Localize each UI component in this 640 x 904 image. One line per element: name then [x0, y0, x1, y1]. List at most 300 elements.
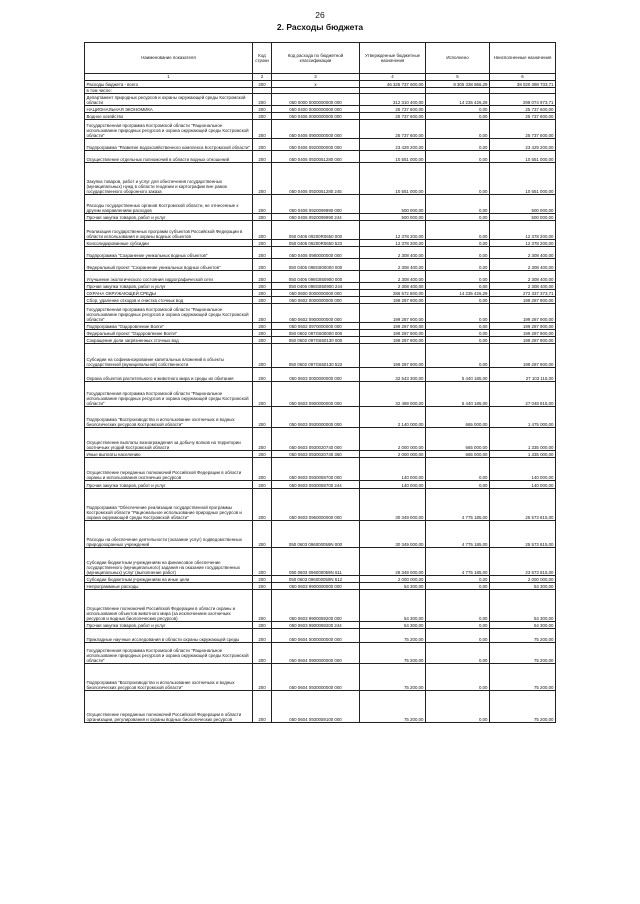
row-approved-amount: 25 737 600,00 — [360, 106, 426, 113]
table-body — [85, 81, 556, 723]
row-classification-code: 050 0406 09200R0650 000 — [272, 221, 360, 240]
table-row — [85, 283, 556, 290]
row-classification-code: 050 0603 0930020740 360 — [272, 451, 360, 458]
row-line-code: 200 — [253, 283, 272, 290]
row-line-code: 200 — [253, 214, 272, 221]
row-approved-amount: 30 349 000,00 — [360, 521, 426, 548]
row-approved-amount: 46 325 737 600,00 — [360, 81, 426, 88]
row-remaining-amount: 199 287 900,00 — [490, 344, 556, 368]
row-name: Осуществление выплаты вознаграждения за добычу волков на территории охотничьих угодий Костромской области — [85, 428, 253, 451]
row-approved-amount: 32 543 300,00 — [360, 368, 426, 382]
row-remaining-amount: 54 300,00 — [490, 622, 556, 629]
row-remaining-amount: 2 308 400,00 — [490, 271, 556, 283]
table-row — [85, 304, 556, 323]
row-remaining-amount: 25 573 815,00 — [490, 521, 556, 548]
table-row — [85, 407, 556, 428]
row-line-code: 200 — [253, 106, 272, 113]
row-line-code: 200 — [253, 240, 272, 247]
row-executed-amount: 0,00 — [426, 151, 490, 163]
table-row — [85, 297, 556, 304]
column-number-row — [85, 74, 556, 81]
row-line-code: 200 — [253, 664, 272, 691]
table-row — [85, 290, 556, 297]
row-executed-amount: 0,00 — [426, 113, 490, 120]
row-name: Сокращение доли загрязненных сточных вод — [85, 337, 253, 344]
row-classification-code: 050 0603 096000059N 000 — [272, 521, 360, 548]
row-line-code: 200 — [253, 163, 272, 195]
row-executed-amount: 0,00 — [426, 590, 490, 622]
row-remaining-amount: 25 573 815,00 — [490, 489, 556, 521]
row-line-code: 200 — [253, 407, 272, 428]
row-approved-amount: 75 200,00 — [360, 643, 426, 664]
row-name: Подпрограмма "Воспроизводство и использование охотничьих и водных биологических ресурсов Костромской области" — [85, 407, 253, 428]
row-name: Закупка товаров, работ и услуг для обеспечения государственных (муниципальных) нужд в области геодезии и картографии вне рамок государственного оборонного заказа — [85, 163, 253, 195]
row-executed-amount: 0,00 — [426, 139, 490, 151]
row-line-code: 200 — [253, 304, 272, 323]
row-name: Сбор, удаление отходов и очистка сточных вод — [85, 297, 253, 304]
row-line-code: 200 — [253, 297, 272, 304]
expenses-table — [84, 42, 556, 723]
row-approved-amount: 12 378 200,00 — [360, 240, 426, 247]
row-name: Прочая закупка товаров, работ и услуг — [85, 214, 253, 221]
row-approved-amount: 286 572 800,00 — [360, 290, 426, 297]
table-row — [85, 240, 556, 247]
row-approved-amount: 12 378 200,00 — [360, 221, 426, 240]
row-name: Субсидии бюджетным учреждениям на финансовое обеспечение государственного (муниципального) задания на оказание государственных (муниципальных) услуг (выполнение работ) — [85, 548, 253, 576]
header-line-code: Код строки — [253, 43, 272, 74]
row-remaining-amount: 298 074 973,71 — [490, 94, 556, 106]
row-executed-amount: 4 775 185,00 — [426, 489, 490, 521]
table-row — [85, 548, 556, 576]
row-executed-amount: 0,00 — [426, 330, 490, 337]
row-executed-amount: 0,00 — [426, 297, 490, 304]
row-name: Водное хозяйство — [85, 113, 253, 120]
row-approved-amount: 2 308 400,00 — [360, 259, 426, 271]
row-line-code: 200 — [253, 94, 272, 106]
row-line-code: 200 — [253, 344, 272, 368]
row-remaining-amount: 54 300,00 — [490, 583, 556, 590]
row-line-code: 200 — [253, 629, 272, 643]
row-executed-amount: 14 235 426,29 — [426, 290, 490, 297]
table-row — [85, 113, 556, 120]
row-line-code: 200 — [253, 221, 272, 240]
table-row — [85, 106, 556, 113]
row-executed-amount: 0,00 — [426, 337, 490, 344]
row-name: Консолидированные субсидии — [85, 240, 253, 247]
table-row — [85, 337, 556, 344]
row-name: Иные выплаты населению — [85, 451, 253, 458]
row-line-code: 200 — [253, 368, 272, 382]
row-name: Прикладные научные исследования в области охраны окружающей среды — [85, 629, 253, 643]
row-line-code: 200 — [253, 382, 272, 407]
row-classification-code: 050 0603 0930059700 000 — [272, 458, 360, 481]
row-approved-amount: 2 000 000,00 — [360, 428, 426, 451]
row-executed-amount: 0,00 — [426, 458, 490, 481]
row-line-code: 200 — [253, 195, 272, 214]
table-row — [85, 428, 556, 451]
row-remaining-amount: 27 103 115,00 — [490, 368, 556, 382]
row-remaining-amount: 140 000,00 — [490, 458, 556, 481]
table-header-row — [85, 43, 556, 74]
row-name: ОХРАНА ОКРУЖАЮЩЕЙ СРЕДЫ — [85, 290, 253, 297]
row-remaining-amount: 75 200,00 — [490, 691, 556, 723]
row-executed-amount: 0,00 — [426, 283, 490, 290]
row-classification-code: 050 0602 0970000000 000 — [272, 323, 360, 330]
row-remaining-amount: 199 287 900,00 — [490, 337, 556, 344]
table-row — [85, 481, 556, 489]
row-remaining-amount: 199 287 900,00 — [490, 297, 556, 304]
row-executed-amount: 0,00 — [426, 344, 490, 368]
row-remaining-amount: 2 308 400,00 — [490, 283, 556, 290]
row-name: НАЦИОНАЛЬНАЯ ЭКОНОМИКА — [85, 106, 253, 113]
row-classification-code: 050 0406 0980000000 000 — [272, 247, 360, 259]
row-remaining-amount: 2 000 000,00 — [490, 576, 556, 583]
row-name: Департамент природных ресурсов и охраны окружающей среды Костромской области — [85, 94, 253, 106]
row-remaining-amount: 25 737 600,00 — [490, 120, 556, 139]
row-remaining-amount: 75 200,00 — [490, 629, 556, 643]
row-line-code: 200 — [253, 247, 272, 259]
column-number: 1 — [85, 74, 253, 81]
row-approved-amount: 199 287 900,00 — [360, 330, 426, 337]
row-name: Подпрограмма "Оздоровление Волги" — [85, 323, 253, 330]
row-line-code: 200 — [253, 330, 272, 337]
table-row — [85, 344, 556, 368]
row-classification-code: 050 0406 098G850900 244 — [272, 283, 360, 290]
row-remaining-amount: 12 378 200,00 — [490, 221, 556, 240]
row-executed-amount: 4 775 185,00 — [426, 548, 490, 576]
row-remaining-amount: 2 308 400,00 — [490, 259, 556, 271]
row-approved-amount: 500 000,00 — [360, 195, 426, 214]
row-remaining-amount: 199 287 900,00 — [490, 323, 556, 330]
table-row — [85, 451, 556, 458]
row-approved-amount: 54 300,00 — [360, 590, 426, 622]
row-executed-amount: 0,00 — [426, 163, 490, 195]
row-executed-amount: 0,00 — [426, 643, 490, 664]
row-remaining-amount: 10 551 000,00 — [490, 151, 556, 163]
row-classification-code: 050 0406 098G800000 000 — [272, 259, 360, 271]
table-row — [85, 382, 556, 407]
header-remaining: Неисполненные назначения — [490, 43, 556, 74]
row-classification-code: 050 0603 0900000000 000 — [272, 382, 360, 407]
row-remaining-amount: 2 308 400,00 — [490, 247, 556, 259]
row-approved-amount: 25 737 600,00 — [360, 113, 426, 120]
row-remaining-amount: 75 200,00 — [490, 664, 556, 691]
row-name: Федеральный проект "Сохранение уникальных водных объектов" — [85, 259, 253, 271]
table-row — [85, 583, 556, 590]
row-approved-amount: 10 551 000,00 — [360, 151, 426, 163]
row-approved-amount: 2 000 000,00 — [360, 576, 426, 583]
row-approved-amount: 199 287 900,00 — [360, 304, 426, 323]
row-name: Расходы государственных органов Костромской области, не отнесенные к другим направлениям расходов — [85, 195, 253, 214]
row-classification-code: 050 0603 9900059200 000 — [272, 590, 360, 622]
row-classification-code: 050 0603 096000059N 612 — [272, 576, 360, 583]
row-line-code: 200 — [253, 120, 272, 139]
row-line-code: 200 — [253, 428, 272, 451]
row-line-code: 200 — [253, 151, 272, 163]
row-classification-code: 050 0602 097G600000 000 — [272, 330, 360, 337]
row-executed-amount: 4 775 185,00 — [426, 521, 490, 548]
row-classification-code: 050 0602 0900000000 000 — [272, 304, 360, 323]
row-classification-code: 050 0603 9900059200 244 — [272, 622, 360, 629]
column-number: 4 — [360, 74, 426, 81]
row-classification-code: x — [272, 81, 360, 88]
table-row — [85, 81, 556, 88]
table-row — [85, 622, 556, 629]
row-executed-amount: 8 305 338 866,29 — [426, 81, 490, 88]
table-row — [85, 271, 556, 283]
row-approved-amount: 199 287 900,00 — [360, 344, 426, 368]
table-row — [85, 368, 556, 382]
row-line-code: 200 — [253, 139, 272, 151]
row-executed-amount: 0,00 — [426, 195, 490, 214]
section-title: 2. Расходы бюджета — [276, 22, 364, 32]
row-approved-amount: 2 308 400,00 — [360, 247, 426, 259]
row-approved-amount: 199 287 900,00 — [360, 297, 426, 304]
row-name: Государственная программа Костромской области "Рациональное использование природных ресурсов и охрана окружающей среды Костромской области" — [85, 382, 253, 407]
row-line-code: 200 — [253, 622, 272, 629]
row-name: Подпрограмма "Воспроизводство и использование охотничьих и водных биологических ресурсов Костромской области" — [85, 664, 253, 691]
row-classification-code: 050 0406 0920099990 244 — [272, 214, 360, 221]
row-line-code: 200 — [253, 489, 272, 521]
header-classification-code: Код расхода по бюджетной классификации — [272, 43, 360, 74]
row-name: Подпрограмма "Обеспечение реализации государственной программы Костромской области "Рациональное использование природных ресурсов и охрана окружающей среды Костромской области" — [85, 489, 253, 521]
row-name: Субсидии бюджетным учреждениям на иные цели — [85, 576, 253, 583]
row-executed-amount: 665 000,00 — [426, 451, 490, 458]
row-remaining-amount: 140 000,00 — [490, 481, 556, 489]
row-classification-code: 050 0406 0900000000 000 — [272, 120, 360, 139]
table-row — [85, 221, 556, 240]
row-classification-code: 050 0406 0920000000 000 — [272, 139, 360, 151]
row-name: Осуществление переданных полномочий Российской Федерации в области организации, регулирования и охраны водных биологических ресурсов — [85, 691, 253, 723]
row-approved-amount: 54 300,00 — [360, 622, 426, 629]
table-row — [85, 163, 556, 195]
row-line-code: 200 — [253, 113, 272, 120]
row-executed-amount: 0,00 — [426, 323, 490, 330]
row-remaining-amount: 1 335 000,00 — [490, 451, 556, 458]
table-row — [85, 120, 556, 139]
row-name: Непрограммные расходы — [85, 583, 253, 590]
row-approved-amount: 54 300,00 — [360, 583, 426, 590]
row-classification-code: 050 0603 0930059700 244 — [272, 481, 360, 489]
table-row — [85, 323, 556, 330]
row-classification-code: 050 0603 0960000000 000 — [272, 489, 360, 521]
row-executed-amount: 0,00 — [426, 106, 490, 113]
row-name: в том числе: — [85, 88, 253, 94]
row-approved-amount: 28 349 000,00 — [360, 548, 426, 576]
row-executed-amount: 665 000,00 — [426, 407, 490, 428]
row-name: Прочая закупка товаров, работ и услуг — [85, 283, 253, 290]
row-line-code: 200 — [253, 576, 272, 583]
row-classification-code: 050 0000 0000000000 000 — [272, 94, 360, 106]
row-classification-code: 050 0406 0920051280 000 — [272, 151, 360, 163]
row-classification-code: 050 0600 0000000000 000 — [272, 290, 360, 297]
row-executed-amount: 0,00 — [426, 221, 490, 240]
row-name: Прочая закупка товаров, работ и услуг — [85, 481, 253, 489]
row-approved-amount: 75 200,00 — [360, 629, 426, 643]
row-approved-amount: 312 310 400,00 — [360, 94, 426, 106]
row-name: Реализация государственных программ субъектов Российской Федерации в области использования и охраны водных объектов — [85, 221, 253, 240]
row-approved-amount: 2 308 400,00 — [360, 271, 426, 283]
row-classification-code: 050 0406 09200R0650 523 — [272, 240, 360, 247]
row-executed-amount: 0,00 — [426, 664, 490, 691]
row-name: Субсидии на софинансирование капитальных вложений в объекты государственной (муниципальной) собственности — [85, 344, 253, 368]
table-row — [85, 664, 556, 691]
row-approved-amount: 140 000,00 — [360, 481, 426, 489]
table-row — [85, 195, 556, 214]
row-line-code: 200 — [253, 521, 272, 548]
row-name: Осуществление переданных полномочий Российской Федерации в области охраны и использования охотничьих ресурсов — [85, 458, 253, 481]
row-name: Охрана объектов растительного и животного мира и среды их обитания — [85, 368, 253, 382]
table-row — [85, 458, 556, 481]
row-line-code: 200 — [253, 271, 272, 283]
row-line-code: 200 — [253, 548, 272, 576]
row-line-code: 200 — [253, 590, 272, 622]
table-row — [85, 691, 556, 723]
row-approved-amount: 10 551 000,00 — [360, 163, 426, 195]
row-executed-amount: 0,00 — [426, 247, 490, 259]
row-classification-code: 050 0604 0930000000 000 — [272, 664, 360, 691]
row-executed-amount: 5 440 185,00 — [426, 368, 490, 382]
row-name: Прочая закупка товаров, работ и услуг — [85, 622, 253, 629]
row-remaining-amount: 12 378 200,00 — [490, 240, 556, 247]
row-executed-amount: 0,00 — [426, 240, 490, 247]
column-number: 6 — [490, 74, 556, 81]
table-row — [85, 247, 556, 259]
table-row — [85, 590, 556, 622]
row-name: Подпрограмма "Развитие водохозяйственного комплекса Костромской области" — [85, 139, 253, 151]
row-classification-code: 050 0602 097G650130 522 — [272, 344, 360, 368]
row-executed-amount: 0,00 — [426, 214, 490, 221]
row-remaining-amount: 23 573 815,00 — [490, 548, 556, 576]
row-remaining-amount: 500 000,00 — [490, 195, 556, 214]
header-approved: Утвержденные бюджетные назначения — [360, 43, 426, 74]
table-row — [85, 259, 556, 271]
row-executed-amount: 0,00 — [426, 120, 490, 139]
row-approved-amount: 75 200,00 — [360, 664, 426, 691]
table-row — [85, 214, 556, 221]
row-name: Осуществление полномочий Российской Федерации в области охраны и использования объектов животного мира (за исключением охотничьих ресурсов и водных биологических ресурсов) — [85, 590, 253, 622]
row-remaining-amount: 38 020 398 733,71 — [490, 81, 556, 88]
row-name: Государственная программа Костромской области "Рациональное использование природных ресурсов и охрана окружающей среды Костромской области" — [85, 304, 253, 323]
row-executed-amount: 0,00 — [426, 583, 490, 590]
row-classification-code: 050 0604 0000000000 000 — [272, 629, 360, 643]
row-name: Расходы бюджета - всего — [85, 81, 253, 88]
page-number: 26 — [315, 10, 325, 20]
row-approved-amount: 25 737 600,00 — [360, 120, 426, 139]
column-number: 2 — [253, 74, 272, 81]
table-row — [85, 576, 556, 583]
row-approved-amount: 23 429 200,00 — [360, 139, 426, 151]
row-classification-code: 050 0603 0000000000 000 — [272, 368, 360, 382]
row-name: Государственная программа Костромской области "Рациональное использование природных ресурсов и охрана окружающей среды Костромской области" — [85, 120, 253, 139]
row-name: Подпрограмма "Сохранение уникальных водных объектов" — [85, 247, 253, 259]
row-approved-amount: 199 287 900,00 — [360, 337, 426, 344]
row-remaining-amount: 25 737 600,00 — [490, 113, 556, 120]
row-line-code: 200 — [253, 81, 272, 88]
table-row — [85, 139, 556, 151]
row-remaining-amount: 25 737 600,00 — [490, 106, 556, 113]
row-classification-code: 050 0604 0900000000 000 — [272, 643, 360, 664]
row-line-code: 200 — [253, 691, 272, 723]
row-approved-amount: 2 308 400,00 — [360, 283, 426, 290]
row-line-code: 200 — [253, 337, 272, 344]
row-approved-amount: 2 140 000,00 — [360, 407, 426, 428]
row-classification-code: 050 0406 0920051280 245 — [272, 163, 360, 195]
row-classification-code: 050 0602 0000000000 000 — [272, 297, 360, 304]
row-line-code: 200 — [253, 451, 272, 458]
row-approved-amount: 2 000 000,00 — [360, 451, 426, 458]
row-approved-amount: 75 200,00 — [360, 691, 426, 723]
row-classification-code: 050 0406 098G850900 000 — [272, 271, 360, 283]
table-row — [85, 521, 556, 548]
row-name: Государственная программа Костромской области "Рациональное использование природных ресурсов и охрана окружающей среды Костромской области" — [85, 643, 253, 664]
row-executed-amount: 0,00 — [426, 259, 490, 271]
row-classification-code: 050 0406 0920099990 000 — [272, 195, 360, 214]
row-executed-amount: 0,00 — [426, 481, 490, 489]
row-classification-code: 050 0602 097G650130 000 — [272, 337, 360, 344]
row-classification-code: 050 0406 0000000000 000 — [272, 113, 360, 120]
column-number: 5 — [426, 74, 490, 81]
row-remaining-amount: 27 048 815,00 — [490, 382, 556, 407]
table-row — [85, 94, 556, 106]
row-classification-code: 050 0603 0930020740 000 — [272, 428, 360, 451]
row-line-code: 200 — [253, 643, 272, 664]
row-executed-amount: 0,00 — [426, 629, 490, 643]
header-indicator-name: Наименование показателя — [85, 43, 253, 74]
row-executed-amount: 0,00 — [426, 304, 490, 323]
row-executed-amount: 665 000,00 — [426, 428, 490, 451]
table-row — [85, 330, 556, 337]
row-line-code: 200 — [253, 259, 272, 271]
header-executed: Исполнено — [426, 43, 490, 74]
row-classification-code: 050 0603 0930000000 000 — [272, 407, 360, 428]
row-line-code: 200 — [253, 481, 272, 489]
row-name: Федеральный проект "Оздоровление Волги" — [85, 330, 253, 337]
row-classification-code: 050 0603 096000059N 611 — [272, 548, 360, 576]
row-remaining-amount: 500 000,00 — [490, 214, 556, 221]
row-executed-amount: 0,00 — [426, 271, 490, 283]
row-approved-amount: 199 287 900,00 — [360, 323, 426, 330]
row-classification-code: 050 0604 0930059100 000 — [272, 691, 360, 723]
row-approved-amount: 140 000,00 — [360, 458, 426, 481]
row-remaining-amount: 199 287 900,00 — [490, 304, 556, 323]
row-executed-amount: 0,00 — [426, 691, 490, 723]
table-row — [85, 643, 556, 664]
row-classification-code: 050 0400 0000000000 000 — [272, 106, 360, 113]
row-remaining-amount: 199 287 900,00 — [490, 330, 556, 337]
row-name: Улучшение экологического состояния гидрографической сети — [85, 271, 253, 283]
row-approved-amount: 500 000,00 — [360, 214, 426, 221]
row-line-code: 200 — [253, 290, 272, 297]
row-classification-code: 050 0603 9900000000 000 — [272, 583, 360, 590]
row-remaining-amount: 10 551 000,00 — [490, 163, 556, 195]
row-remaining-amount: 1 335 000,00 — [490, 428, 556, 451]
table-row — [85, 629, 556, 643]
row-executed-amount: 5 440 185,00 — [426, 382, 490, 407]
row-line-code: 200 — [253, 323, 272, 330]
column-number: 3 — [272, 74, 360, 81]
row-remaining-amount: 1 475 000,00 — [490, 407, 556, 428]
table-row — [85, 489, 556, 521]
row-approved-amount: 30 349 000,00 — [360, 489, 426, 521]
row-line-code: 200 — [253, 458, 272, 481]
row-executed-amount: 0,00 — [426, 576, 490, 583]
row-executed-amount: 14 235 426,29 — [426, 94, 490, 106]
row-remaining-amount: 272 337 373,71 — [490, 290, 556, 297]
table-row — [85, 151, 556, 163]
row-line-code: 200 — [253, 583, 272, 590]
row-name: Расходы на обеспечение деятельности (оказание услуг) подведомственных природоохранных учреждений — [85, 521, 253, 548]
